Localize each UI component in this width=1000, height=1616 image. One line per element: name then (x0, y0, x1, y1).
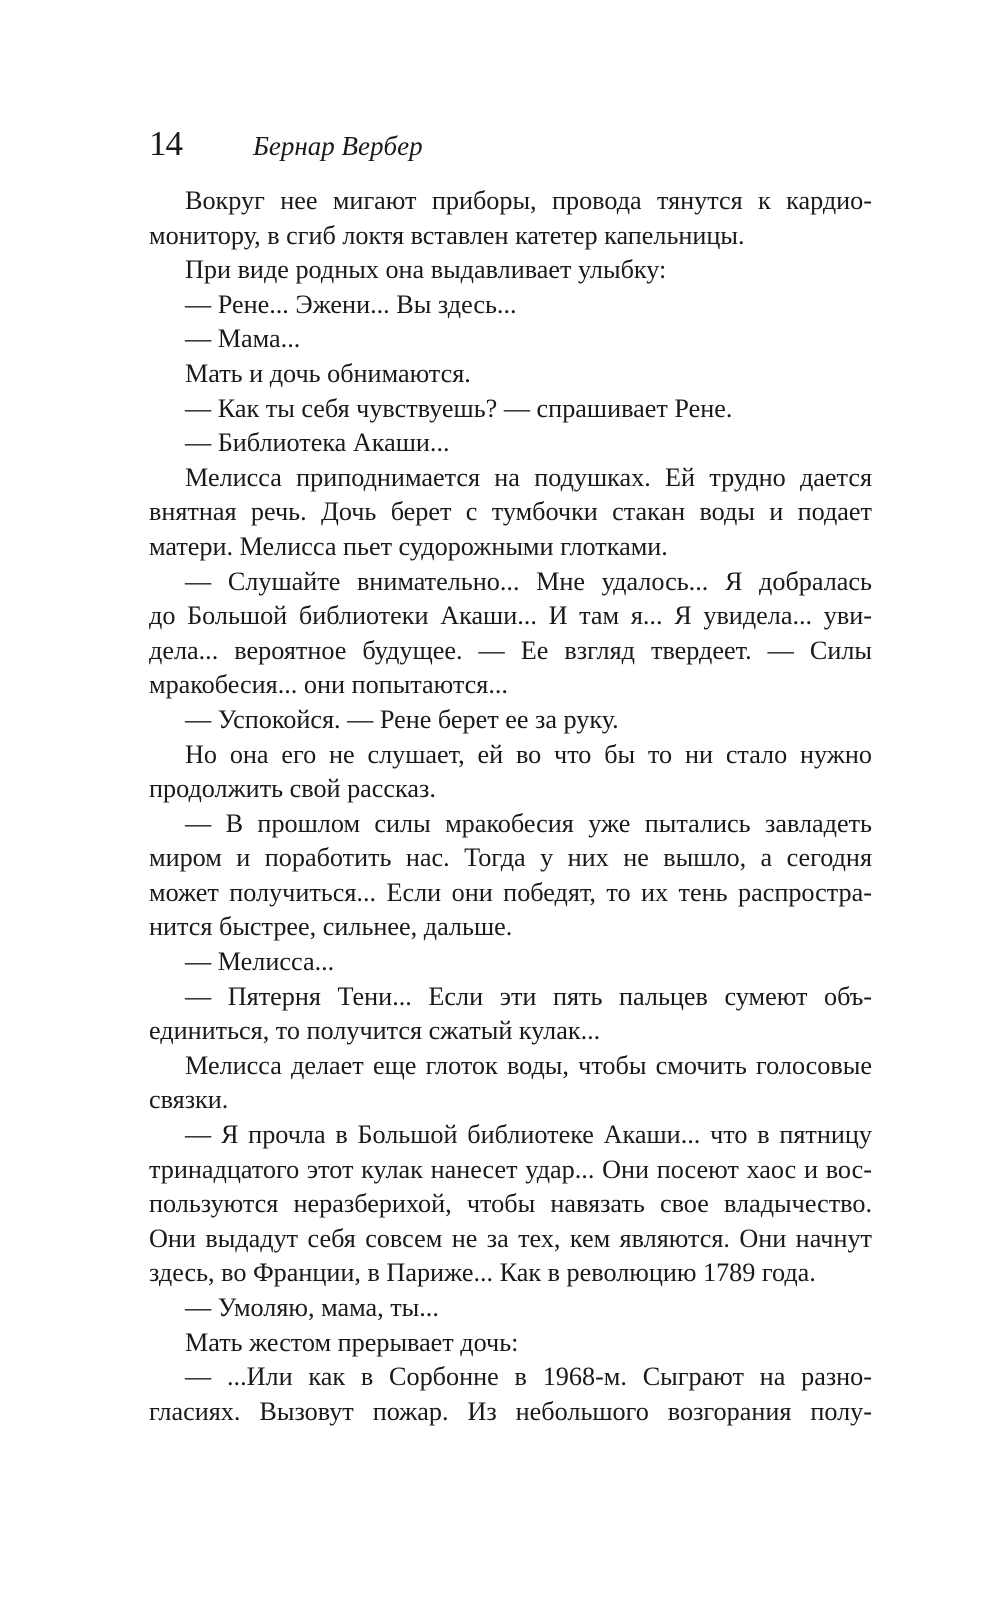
text-line: Мелисса приподнимается на подушках. Ей трудно дается (185, 462, 872, 492)
text-line: — Слушайте внимательно... Мне удалось... Я добралась (185, 566, 872, 596)
page-number: 14 (149, 124, 182, 163)
text-line: связки. (149, 1085, 229, 1115)
text-line: нится быстрее, сильнее, дальше. (149, 912, 513, 942)
text-line: Вокруг нее мигают приборы, провода тянутся к кардио- (185, 186, 872, 215)
body-text (149, 184, 872, 1429)
text-line: — Библиотека Акаши... (185, 428, 450, 458)
text-line: пользуются неразберихой, чтобы навязать свое владычество. (149, 1189, 872, 1219)
text-line: — Успокойся. — Рене берет ее за руку. (185, 704, 619, 734)
text-line: — Рене... Эжени... Вы здесь... (185, 289, 517, 319)
text-line: мракобесия... они попытаются... (149, 670, 508, 700)
text-line: тринадцатого этот кулак нанесет удар... Они посеют хаос и вос- (149, 1154, 872, 1184)
text-line: Они выдадут себя совсем не за тех, кем являются. Они начнут (149, 1223, 872, 1253)
running-header (149, 120, 423, 168)
text-line: При виде родных она выдавливает улыбку: (185, 255, 667, 285)
text-line: Мать жестом прерывает дочь: (185, 1327, 519, 1357)
text-line: дела... вероятное будущее. — Ее взгляд твердеет. — Силы (149, 635, 872, 665)
text-line: Мать и дочь обнимаются. (185, 358, 471, 388)
text-line: матери. Мелисса пьет судорожными глотками. (149, 531, 668, 561)
text-line: миром и поработить нас. Тогда у них не вышло, а сегодня (149, 843, 872, 873)
text-line: — Умоляю, мама, ты... (185, 1293, 439, 1322)
text-line: — Мелисса... (185, 947, 335, 977)
text-line: — Как ты себя чувствуешь? — спрашивает Рене. (185, 393, 733, 423)
text-line: до Большой библиотеки Акаши... И там я... Я увидела... уви- (149, 601, 872, 631)
text-line: Мелисса делает еще глоток воды, чтобы смочить голосовые (185, 1050, 872, 1080)
text-line: — Мама... (185, 324, 301, 354)
text-line: единиться, то получится сжатый кулак... (149, 1016, 601, 1046)
text-line: внятная речь. Дочь берет с тумбочки стакан воды и подает (149, 497, 872, 527)
running-title: Бернар Вербер (253, 131, 423, 161)
text-line: может получиться... Если они победят, то их тень распростра- (149, 877, 872, 907)
text-line: — Пятерня Тени... Если эти пять пальцев сумеют объ- (185, 981, 872, 1011)
text-line: — Я прочла в Большой библиотеке Акаши... что в пятницу (185, 1120, 872, 1150)
text-line: — ...Или как в Сорбонне в 1968-м. Сыграют на разно- (185, 1362, 872, 1392)
text-line: гласиях. Вызовут пожар. Из небольшого возгорания полу- (149, 1396, 872, 1426)
text-line: здесь, во Франции, в Париже... Как в революцию 1789 года. (149, 1258, 816, 1288)
text-line: Но она его не слушает, ей во что бы то ни стало нужно (185, 739, 872, 769)
text-line: — В прошлом силы мракобесия уже пытались завладеть (185, 808, 872, 838)
text-line: продолжить свой рассказ. (149, 774, 436, 804)
text-line: монитору, в сгиб локтя вставлен катетер капельницы. (149, 220, 745, 250)
